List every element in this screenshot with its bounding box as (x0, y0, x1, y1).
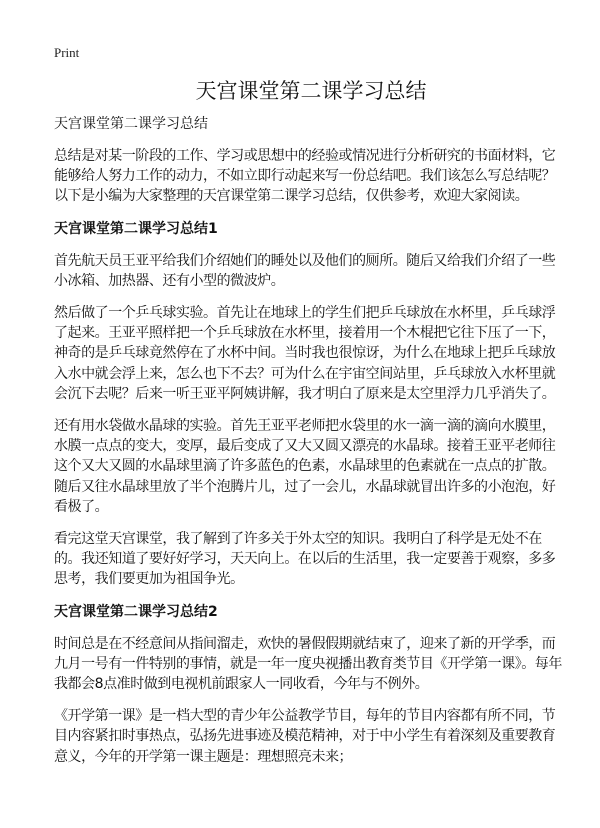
section-heading-1: 天宫课堂第二课学习总结1 (54, 220, 218, 237)
paragraph: 还有用水袋做水晶球的实验。首先王亚平老师把水袋里的水一滴一滴的滴向水膜里，水膜一点点的变大，变厚，最后变成了又大又圆又漂亮的水晶球。接着王亚平老师往这个又大又圆的水晶球里滴了许多蓝色的色素，水晶球里的色素就在一点点的扩散。随后又往水晶球里放了半个泡腾片儿，过了一会儿，水晶球就冒出许多的小泡泡，好看极了。 (54, 418, 556, 515)
paragraph: 首先航天员王亚平给我们介绍她们的睡处以及他们的厕所。随后又给我们介绍了一些小冰箱、加热器、还有小型的微波炉。 (54, 252, 556, 289)
page-subtitle: 天宫课堂第二课学习总结 (54, 116, 208, 132)
print-label: Print (54, 45, 80, 60)
paragraph: 《开学第一课》是一档大型的青少年公益教学节目，每年的节目内容都有所不同，节目内容紧扣时事热点，弘扬先进事迹及模范精神，对于中小学生有着深刻及重要教育意义，今年的开学第一课主题是：理想照亮未来； (54, 708, 556, 765)
paragraph: 时间总是在不经意间从指间溜走，欢快的暑假假期就结束了，迎来了新的开学季，而九月一号有一件特别的事情，就是一年一度央视播出教育类节目《开学第一课》。每年我都会8点准时做到电视机前跟家人一同收看，今年与不例外。 (54, 635, 562, 693)
paragraph: 看完这堂天宫课堂，我了解到了许多关于外太空的知识。我明白了科学是无处不在的。我还知道了要好好学习，天天向上。在以后的生活里，我一定要善于观察，多多思考，我们要更加为祖国争光。 (54, 531, 556, 588)
paragraph: 然后做了一个乒乓球实验。首先让在地球上的学生们把乒乓球放在水杯里，乒乓球浮了起来。王亚平照样把一个乒乓球放在水杯里，接着用一个木棍把它往下压了一下，神奇的是乒乓球竟然停在了水杯中间。当时我也很惊讶，为什么在地球上把乒乓球放入水中就会浮上来，怎么也下不去？可为什么在宇宙空间站里，乒乓球放入水杯里就会沉下去呢？后来一听王亚平阿姨讲解，我才明白了原来是太空里浮力几乎消失了。 (54, 305, 556, 402)
page-title: 天宫课堂第二课学习总结 (195, 79, 427, 103)
section-heading-2: 天宫课堂第二课学习总结2 (54, 603, 218, 620)
intro-paragraph: 总结是对某一阶段的工作、学习或思想中的经验或情况进行分析研究的书面材料，它能够给人努力工作的动力，不如立即行动起来写一份总结吧。我们该怎么写总结呢？以下是小编为大家整理的天宫课堂第二课学习总结，仅供参考，欢迎大家阅读。 (54, 148, 556, 205)
